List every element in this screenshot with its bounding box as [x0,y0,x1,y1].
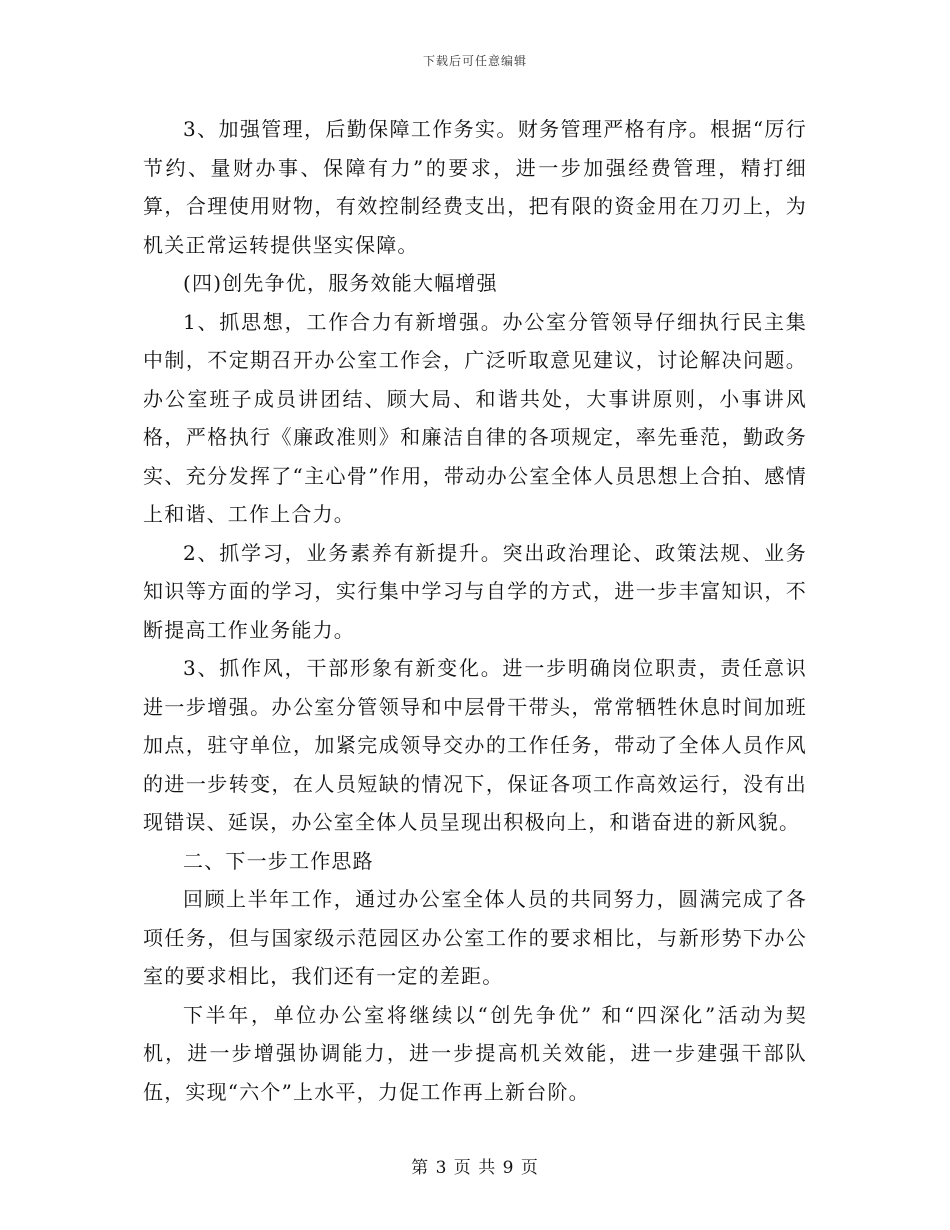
section-heading-service-efficiency: (四)创先争优，服务效能大幅增强 [183,271,498,295]
paragraph-work-style: 3、抓作风，干部形象有新变化。进一步明确岗位职责，责任意识进一步增强。办公室分管领导和中层骨干带头，常常牺牲休息时间加班加点，驻守单位，加紧完成领导交办的工作任务，带动了全体人员作风的进一步转变，在人员短缺的情况下，保证各项工作高效运行，没有出现错误、延误，办公室全体人员呈现出积极向上，和谐奋进的新风貌。 [143,656,807,834]
section-heading-next-steps: 二、下一步工作思路 [183,848,374,873]
paragraph-second-half-plan: 下半年，单位办公室将继续以“创先争优” 和“四深化”活动为契机，进一步增强协调能力，进一步提高机关效能，进一步建强干部队伍，实现“六个”上水平，力促工作再上新台阶。 [143,1002,807,1104]
paragraph-learning: 2、抓学习，业务素养有新提升。突出政治理论、政策法规、业务知识等方面的学习，实行集中学习与自学的方式，进一步丰富知识，不断提高工作业务能力。 [143,540,807,642]
document-body [143,110,807,1111]
paragraph-ideology: 1、抓思想，工作合力有新增强。办公室分管领导仔细执行民主集中制，不定期召开办公室工作会，广泛听取意见建议，讨论解决问题。办公室班子成员讲团结、顾大局、和谐共处，大事讲原则，小事讲风格，严格执行《廉政准则》和廉洁自律的各项规定，率先垂范，勤政务实、充分发挥了“主心骨”作用，带动办公室全体人员思想上合拍、感情上和谐、工作上合力。 [143,309,807,526]
paragraph-finance-management: 3、加强管理，后勤保障工作务实。财务管理严格有序。根据“厉行节约、量财办事、保障有力”的要求，进一步加强经费管理，精打细算，合理使用财物，有效控制经费支出，把有限的资金用在刀刃上，为机关正常运转提供坚实保障。 [143,117,807,257]
paragraph-review: 回顾上半年工作，通过办公室全体人员的共同努力，圆满完成了各项任务，但与国家级示范园区办公室工作的要求相比，与新形势下办公室的要求相比，我们还有一定的差距。 [143,887,807,988]
page-number-footer: 第 3 页 共 9 页 [411,1158,539,1178]
page-header: 下载后可任意编辑 [422,54,527,68]
